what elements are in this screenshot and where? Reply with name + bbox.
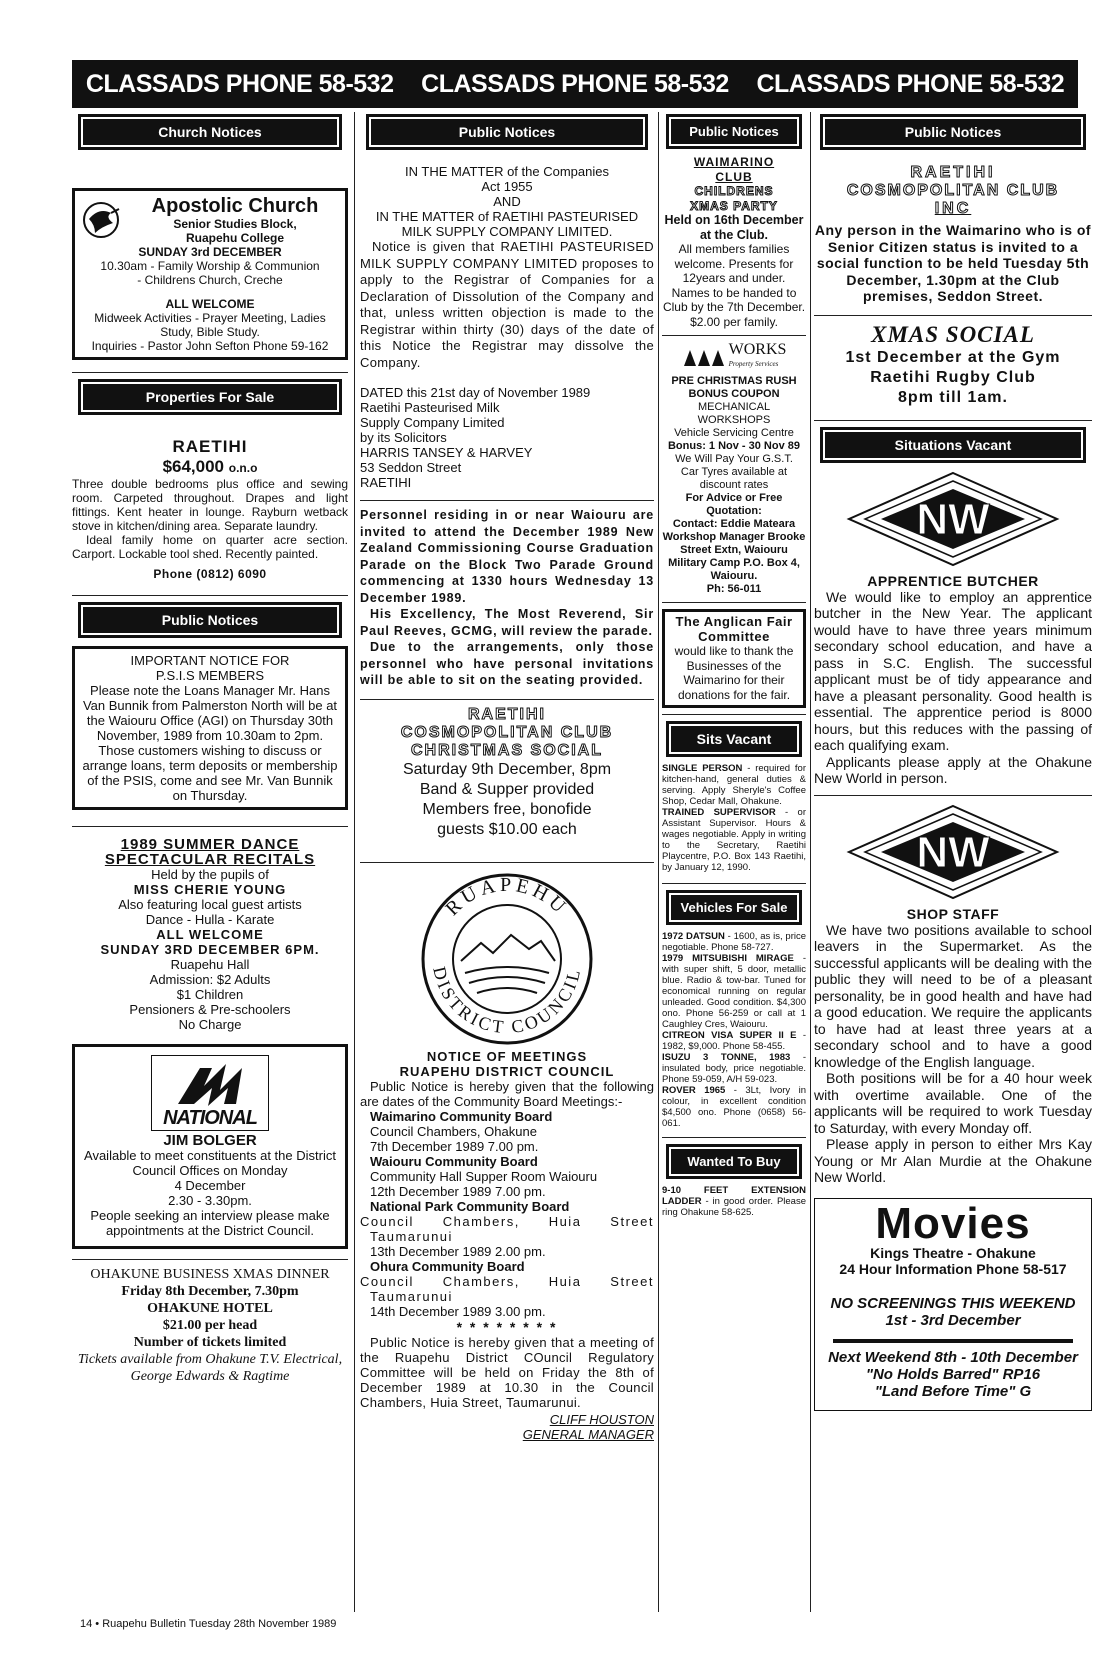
banner-text-1: CLASSADS PHONE 58-532 [85,69,394,98]
section-header-public: Public Notices [371,119,643,145]
classads-banner [72,60,1078,108]
banner-text-3: CLASSADS PHONE 58-532 [756,69,1065,98]
companies-line: HARRIS TANSEY & HARVEY [360,445,533,460]
waimarino-club-ad [662,155,806,329]
psis-line: Please note the Loans Manager Mr. Hans Van Bunnik from Palmerston North will be at the Waiouru Office (AGI) on Thursday 30th November, 1989 from 10.30am to 2pm. [82,683,338,743]
works-title: BONUS COUPON [688,388,780,400]
meeting-date: 14th December 1989 3.00 pm. [370,1303,546,1319]
apprentice-butcher-ad [814,573,1092,787]
classified-text: - 3Lt, Ivory in colour, in excellent condition $4,500 ono. Phone (0658) 56-061. [662,1085,806,1129]
section-header-public: Public Notices [83,607,338,633]
dance-title: 1989 SUMMER DANCE [120,836,300,853]
movies-line: NO SCREENINGS THIS WEEKEND [830,1294,1076,1312]
dance-title: SPECTACULAR RECITALS [104,851,316,868]
anglican-fair-ad [662,609,806,708]
xmas-title: XMAS SOCIAL [871,321,1035,347]
dinner-line: OHAKUNE BUSINESS XMAS DINNER [90,1267,330,1282]
classified-text: - insulated body, price negotiable. Phone 59-059, A/H 59-023. [662,1052,806,1085]
dance-line: SUNDAY 3RD DECEMBER 6PM. [100,942,320,957]
property-price: $64,000 [162,457,225,476]
works-line: For Advice or Free Quotation: [685,492,783,517]
companies-line: Raetihi Pasteurised Milk [360,400,500,415]
national-line: Available to meet constituents at the District Council Offices on Monday [84,1148,336,1178]
xmas-line: 1st December at the Gym [845,348,1061,366]
section-header-public: Public Notices [825,119,1082,145]
cosmo-title: COSMOPOLITAN CLUB [846,182,1060,199]
dinner-line: OHAKUNE HOTEL [147,1301,273,1316]
classified-item [662,931,806,953]
raetihi-property-ad [72,437,348,581]
dinner-line: Friday 8th December, 7.30pm [121,1284,299,1299]
parade-paragraph: Due to the arrangements, only those personnel who have personal invitations will be able to sit on the seating provided. [360,640,654,687]
classified-text: - 1600, as is, price negotiable. Phone 58-727. [662,931,806,953]
classified-heading: ROVER 1965 [662,1085,726,1096]
national-logo-icon [156,1060,264,1108]
works-logo-sub: Property Services [728,360,779,368]
movies-title: Movies [875,1198,1031,1248]
dinner-line: Tickets available from Ohakune T.V. Electrical, George Edwards & Ragtime [77,1352,343,1384]
works-line: Vehicle Servicing Centre [674,427,794,439]
meeting-venue: Community Hall Supper Room Waiouru [370,1168,598,1184]
national-line: 2.30 - 3.30pm. [168,1193,252,1208]
property-description: Three double bedrooms plus office and sewing room. Carpeted throughout. Drapes and light fittings. Kent heater in lounge. Rayburn wetback stove in kitchen/dining area. Separate laundry. [72,477,348,533]
meeting-venue: Council Chambers, Huia Street Taumarunui [360,1213,654,1244]
apostolic-church-ad [72,188,348,360]
meeting-venue: Council Chambers, Huia Street Taumarunui [360,1273,654,1304]
property-description: Ideal family home on quarter acre section. Carport. Lockable tool shed. Recently painted. [72,533,348,561]
dance-line: Dance - Hulla - Karate [145,912,275,927]
dance-line: Ruapehu Hall [170,957,250,972]
waimarino-title: CHILDRENS [694,184,774,198]
cosmo-title: CHRISTMAS SOCIAL [411,741,603,759]
classified-text: - in good order. Please ring Ohakune 58-625. [662,1196,806,1218]
works-line: Car Tyres available at discount rates [680,466,788,491]
works-logo [662,342,806,371]
new-world-logo-text: NW [916,494,990,544]
svg-text:DISTRICT COUNCIL [429,964,584,1037]
psis-line: IMPORTANT NOTICE FOR [130,653,290,668]
companies-line: RAETIHI [360,475,412,490]
works-line: Bonus: 1 Nov - 30 Nov 89 [667,440,801,452]
dance-line: Also featuring local guest artists [118,897,302,912]
movies-line: "No Holds Barred" RP16 [865,1365,1041,1383]
companies-notice [360,164,654,490]
national-line: People seeking an interview please make appointments at the District Council. [90,1208,330,1238]
section-header-properties: Properties For Sale [83,384,338,410]
section-header-wanted: Wanted To Buy [671,1149,798,1174]
works-line: Ph: 56-011 [706,583,762,595]
xmas-social-ad [814,322,1092,408]
classified-item [662,953,806,1030]
national-line: 4 December [174,1178,246,1193]
classified-heading: CITREON VISA SUPER II E [662,1030,797,1041]
section-header-church: Church Notices [83,119,338,145]
cosmopolitan-seniors-ad [814,164,1092,305]
cosmo-line: Saturday 9th December, 8pm [402,760,612,778]
dinner-line: $21.00 per head [162,1318,258,1333]
classified-item [662,807,806,873]
dance-line: Pensioners & Pre-schoolers [129,1002,291,1017]
waimarino-title: WAIMARINO [693,155,775,169]
parade-notice [360,507,654,689]
classified-heading: 9-10 FEET EXTENSION LADDER [662,1185,806,1207]
classified-heading: TRAINED SUPERVISOR [662,807,776,818]
xmas-line: 8pm till 1am. [898,388,1008,406]
dance-line: MISS CHERIE YOUNG [133,882,287,897]
dance-line: $1 Children [176,987,244,1002]
classified-heading: SINGLE PERSON [662,763,743,774]
apostolic-line: Inquiries - Pastor John Sefton Phone 59-162 [91,339,329,353]
dance-line: ALL WELCOME [156,927,264,942]
apostolic-title: Apostolic Church [151,195,319,217]
column-2 [360,112,654,1612]
cosmo-line: guests $10.00 each [437,820,577,838]
page-footer: 14 • Ruapehu Bulletin Tuesday 28th November 1989 [80,1618,337,1630]
property-ono: o.n.o [228,461,258,475]
meeting-date: 7th December 1989 7.00 pm. [370,1138,539,1154]
parade-paragraph: Personnel residing in or near Waiouru are invited to attend the December 1989 New Zealand Commissioning Course Graduation Parade on the Block Two Parade Ground commencing at 1330 hours Wednesday 13 December 1989. [360,508,654,605]
seal-top-text: RUAPEHU [441,873,573,920]
meeting-board: Ohura Community Board [370,1258,525,1274]
works-line: Contact: Eddie Mateara Workshop Manager Brooke Street Extn, Waiouru Military Camp P.O. Box 4, Waiouru. [662,518,806,582]
waimarino-line: All members families welcome. Presents for 12years and under. Names to be handed to Club by the 7th December. $2.00 per family. [662,242,806,329]
classified-item [662,763,806,807]
column-4 [814,112,1092,1612]
cosmo-line: Band & Supper provided [419,780,595,798]
psis-notice [72,646,348,810]
section-header-public: Public Notices [671,119,798,144]
meeting-date: 12th December 1989 7.00 pm. [370,1183,546,1199]
property-title: RAETIHI [172,437,248,456]
waimarino-line: Held on 16th December at the Club. [664,213,804,242]
property-phone: Phone (0812) 6090 [153,567,267,581]
waimarino-title: XMAS PARTY [690,198,778,213]
council-title: RUAPEHU DISTRICT COUNCIL [399,1063,615,1079]
companies-line: by its Solicitors [360,430,447,445]
companies-line: AND [493,194,521,209]
apostolic-line: ALL WELCOME [165,297,255,311]
classified-item [662,1185,806,1218]
new-world-logo-text: NW [916,827,990,877]
cosmo-title: COSMOPOLITAN CLUB [400,723,614,741]
column-3 [662,112,806,1612]
classified-item [662,1030,806,1052]
cosmopolitan-christmas-ad [360,706,654,840]
apostolic-line: - Childrens Church, Creche [137,273,283,287]
job-paragraph: We would like to employ an apprentice butcher in the New Year. The applicant would have to have three years minimum secondary school education, and have a pass in S.C. English. The successful applicant must be of tidy appearance and have a pleasant personality. Good health is essential. The apprentice period is 8000 hours, but this reduces with the passing of each qualifying exam. [814,588,1092,753]
movies-line: Kings Theatre - Ohakune [870,1244,1036,1261]
new-world-logo-icon [843,802,1063,902]
meeting-board: National Park Community Board [370,1198,570,1214]
job-paragraph: We have two positions available to school leavers in the Supermarket. As the successful applicants will be dealing with the public they will need to be of a pleasant personality, be in good health and have had a good education. We require the applicants to have had at least three years at a secondary school and to have a good knowledge of the English language. [814,921,1092,1070]
new-world-logo [814,469,1092,569]
anglican-line: would like to thank the Businesses of the Waimarino for their donations for the fair. [674,644,794,702]
psis-line: Those customers wishing to discuss or arrange loans, term deposits or membership of the PSIS, come and see Mr. Van Bunnik on Thursday. [82,743,338,803]
companies-line: MILK SUPPLY COMPANY LIMITED. [401,224,613,239]
job-paragraph: Please apply in person to either Mrs Kay Young or Mr Alan Murdie at the Ohakune New World. [814,1136,1092,1185]
new-world-logo [814,802,1092,902]
council-title: NOTICE OF MEETINGS [426,1048,588,1064]
apostolic-line: Senior Studies Block, [173,217,297,231]
works-title: PRE CHRISTMAS RUSH [671,375,797,387]
stars-divider: * * * * * * * * [456,1318,558,1335]
classified-item [662,1052,806,1085]
dove-icon [81,199,125,241]
new-world-logo-icon [843,469,1063,569]
apostolic-line: Ruapehu College [185,231,284,245]
wanted-list [662,1185,806,1218]
apostolic-line: SUNDAY 3rd DECEMBER [138,245,282,259]
banner-text-2: CLASSADS PHONE 58-532 [421,69,729,98]
dance-line: No Charge [178,1017,242,1032]
section-header-vehicles: Vehicles For Sale [671,895,798,920]
national-logo-text: NATIONAL [163,1107,257,1129]
shop-staff-ad [814,906,1092,1186]
companies-line: IN THE MATTER of RAETIHI PASTEURISED [375,209,639,224]
psis-line: P.S.I.S MEMBERS [155,668,265,683]
classified-heading: 1972 DATSUN [662,931,725,942]
cosmo-line: Members free, bonofide [422,800,592,818]
movies-ad [814,1198,1092,1411]
svg-text:RUAPEHU [441,873,572,919]
signature-name: CLIFF HOUSTON [549,1411,654,1427]
cosmo-title: RAETIHI [910,164,996,181]
classified-text: - with super shift, 5 door, metallic blue. Radio & tow-bar. Tuned for economical running on regular unleaded. Good condition. $4,300 ono. Phone 56-259 or call at 1 Caughley Cres, Waiouru. [662,953,806,1030]
section-header-sits-vacant: Sits Vacant [671,726,798,752]
waimarino-title: CLUB [715,169,753,184]
council-outro: Public Notice is hereby given that a meeting of the Ruapehu District COuncil Regulatory Committee will be held on Friday the 8th of December 1989 at 10.30 in the Council Chambers, Huia Street, Taumarunui. [360,1334,654,1410]
signature-title: GENERAL MANAGER [522,1426,654,1442]
national-party-ad [72,1044,348,1249]
council-intro: Public Notice is hereby given that the following are dates of the Community Board Meetings:- [360,1078,654,1109]
xmas-line: Raetihi Rugby Club [870,368,1036,386]
works-logo-icon [682,346,726,368]
movies-line: 1st - 3rd December [885,1311,1021,1329]
job-paragraph: Both positions will be for a 40 hour week with overtime available. One of the applicants will be required to work Tuesday to Saturday, with every Monday off. [814,1070,1092,1136]
cosmo-body: Any person in the Waimarino who is of Senior Citizen status is invited to a social function to be held Tuesday 5th December, 1.30pm at the Club premises, Seddon Street. [814,222,1092,304]
movies-line: 24 Hour Information Phone 58-517 [839,1260,1067,1277]
companies-line: DATED this 21st day of November 1989 [360,385,591,400]
classified-text: - or Assistant Supervisor. Hours & wages negotiable. Apply in writing to the Secretary, Raetihi Playcentre, P.O. Box 143 Raetihi, by January 12, 1990. [662,807,806,873]
works-line: We Will Pay Your G.S.T. [675,453,793,465]
vehicles-list [662,931,806,1129]
job-title: SHOP STAFF [906,905,1000,922]
cosmo-title: RAETIHI [468,705,546,723]
meeting-date: 13th December 1989 2.00 pm. [370,1243,546,1259]
cosmo-title: INC [934,200,972,217]
column-divider [810,112,811,1612]
classified-text: - 1982, $9,000. Phone 58-455. [662,1030,806,1052]
meeting-board: Waiouru Community Board [370,1153,538,1169]
dinner-line: Number of tickets limited [133,1335,287,1350]
anglican-title: The Anglican Fair Committee [675,614,793,644]
classified-heading: 1979 MITSUBISHI MIRAGE [662,953,794,964]
movies-line: Next Weekend 8th - 10th December [828,1348,1078,1366]
job-title: APPRENTICE BUTCHER [867,572,1039,589]
section-header-situations: Situations Vacant [825,432,1082,458]
business-dinner-ad [72,1266,348,1385]
apostolic-line: 10.30am - Family Worship & Communion [100,259,320,273]
companies-body: Notice is given that RAETIHI PASTEURISED MILK SUPPLY COMPANY LIMITED proposes to apply to the Registrar of Companies for a Declaration of Dissolution of the Company and that, unless written objection is made to the Registrar within thirty (30) days of the date of this Notice the Registrar may dissolve the Company. [360,239,654,370]
parade-paragraph: His Excellency, The Most Reverend, Sir Paul Reeves, GCMG, will review the parade. [360,607,654,638]
meeting-venue: Council Chambers, Ohakune [370,1123,537,1139]
job-paragraph: Applicants please apply at the Ohakune New World in person. [814,753,1092,786]
meeting-board: Waimarino Community Board [370,1108,553,1124]
national-name: JIM BOLGER [163,1132,257,1149]
companies-line: IN THE MATTER of the Companies [405,164,609,179]
companies-line: 53 Seddon Street [360,460,462,475]
dance-recitals-ad [72,837,348,1032]
council-seal-icon [417,869,597,1049]
dance-line: Held by the pupils of [151,867,269,882]
seal-bottom-text: DISTRICT COUNCIL [429,964,585,1037]
classified-item [662,1085,806,1129]
sits-vacant-list [662,763,806,873]
classified-heading: ISUZU 3 TONNE, 1983 [662,1052,791,1063]
companies-line: Act 1955 [481,179,533,194]
works-ad [662,342,806,596]
national-logo [151,1055,269,1131]
apostolic-line: Midweek Activities - Prayer Meeting, Ladies Study, Bible Study. [94,311,326,339]
movies-line: "Land Before Time" G [874,1382,1032,1400]
council-notice [360,869,654,1442]
column-divider [354,112,355,1612]
classified-text: - required for kitchen-hand, general duties & serving. Apply Sheryle's Coffee Shop, Cedar Mall, Ohakune. [662,763,806,807]
column-1 [72,112,348,1612]
works-logo-text: WORKS [728,341,787,358]
companies-line: Supply Company Limited [360,415,505,430]
dance-line: Admission: $2 Adults [149,972,271,987]
column-divider [658,112,659,1612]
works-line: MECHANICAL WORKSHOPS [697,401,771,426]
